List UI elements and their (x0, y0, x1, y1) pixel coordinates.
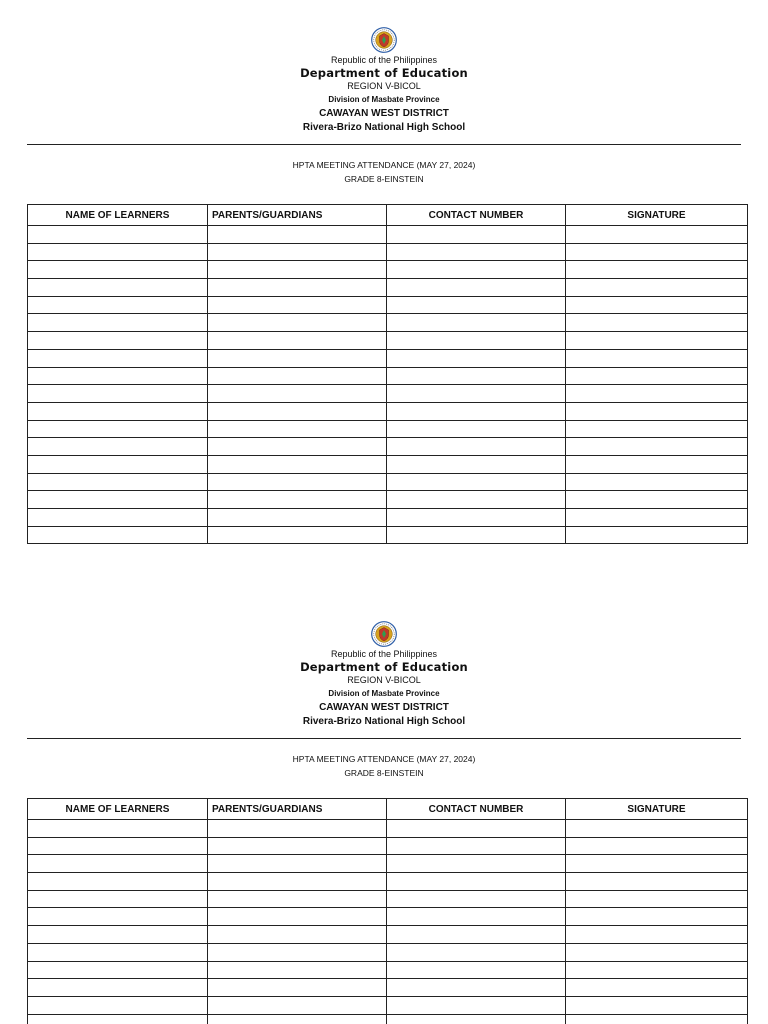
learner-name-cell[interactable] (28, 996, 208, 1014)
col-signature: SIGNATURE (566, 799, 748, 820)
signature-cell[interactable] (566, 367, 748, 385)
learner-name-cell[interactable] (28, 243, 208, 261)
col-name-of-learners: NAME OF LEARNERS (28, 205, 208, 226)
signature-cell[interactable] (566, 279, 748, 297)
guardian-cell[interactable] (208, 961, 387, 979)
table-row (28, 996, 748, 1014)
table-row (28, 890, 748, 908)
contact-cell[interactable] (387, 438, 566, 456)
learner-name-cell[interactable] (28, 367, 208, 385)
signature-cell[interactable] (566, 979, 748, 997)
table-row (28, 820, 748, 838)
signature-cell[interactable] (566, 438, 748, 456)
department-title: Department of Education (300, 660, 468, 674)
contact-cell[interactable] (387, 961, 566, 979)
table-row (28, 438, 748, 456)
learner-name-cell[interactable] (28, 349, 208, 367)
guardian-cell[interactable] (208, 943, 387, 961)
learner-name-cell[interactable] (28, 979, 208, 997)
division-line: Division of Masbate Province (328, 95, 440, 104)
form-title: HPTA MEETING ATTENDANCE (MAY 27, 2024) (292, 754, 476, 764)
guardian-cell[interactable] (208, 526, 387, 544)
republic-line: Republic of the Philippines (330, 55, 438, 65)
learner-name-cell[interactable] (28, 526, 208, 544)
learner-name-cell[interactable] (28, 385, 208, 403)
attendance-table (27, 798, 748, 1024)
contact-cell[interactable] (387, 314, 566, 332)
contact-cell[interactable] (387, 979, 566, 997)
contact-cell[interactable] (387, 855, 566, 873)
header-divider (27, 144, 741, 145)
learner-name-cell[interactable] (28, 314, 208, 332)
signature-cell[interactable] (566, 491, 748, 509)
contact-cell[interactable] (387, 455, 566, 473)
signature-cell[interactable] (566, 837, 748, 855)
table-row (28, 402, 748, 420)
table-row (28, 943, 748, 961)
signature-cell[interactable] (566, 261, 748, 279)
contact-cell[interactable] (387, 509, 566, 527)
division-line: Division of Masbate Province (328, 689, 440, 698)
guardian-cell[interactable] (208, 332, 387, 350)
form-title: HPTA MEETING ATTENDANCE (MAY 27, 2024) (292, 160, 476, 170)
guardian-cell[interactable] (208, 491, 387, 509)
col-contact-number: CONTACT NUMBER (387, 205, 566, 226)
guardian-cell[interactable] (208, 837, 387, 855)
contact-cell[interactable] (387, 349, 566, 367)
table-row (28, 455, 748, 473)
col-parents-guardians: PARENTS/GUARDIANS (208, 205, 387, 226)
contact-cell[interactable] (387, 402, 566, 420)
republic-line: Republic of the Philippines (330, 649, 438, 659)
signature-cell[interactable] (566, 402, 748, 420)
table-row (28, 332, 748, 350)
guardian-cell[interactable] (208, 820, 387, 838)
learner-name-cell[interactable] (28, 509, 208, 527)
contact-cell[interactable] (387, 491, 566, 509)
contact-cell[interactable] (387, 996, 566, 1014)
learner-name-cell[interactable] (28, 455, 208, 473)
col-contact-number: CONTACT NUMBER (387, 799, 566, 820)
contact-cell[interactable] (387, 279, 566, 297)
guardian-cell[interactable] (208, 908, 387, 926)
table-row (28, 908, 748, 926)
signature-cell[interactable] (566, 385, 748, 403)
guardian-cell[interactable] (208, 296, 387, 314)
contact-cell[interactable] (387, 332, 566, 350)
learner-name-cell[interactable] (28, 332, 208, 350)
signature-cell[interactable] (566, 243, 748, 261)
signature-cell[interactable] (566, 926, 748, 944)
table-row (28, 873, 748, 891)
table-row (28, 855, 748, 873)
table-row (28, 526, 748, 544)
signature-cell[interactable] (566, 855, 748, 873)
col-parents-guardians: PARENTS/GUARDIANS (208, 799, 387, 820)
table-row (28, 226, 748, 244)
signature-cell[interactable] (566, 332, 748, 350)
signature-cell[interactable] (566, 873, 748, 891)
signature-cell[interactable] (566, 473, 748, 491)
guardian-cell[interactable] (208, 455, 387, 473)
deped-seal-icon (371, 27, 397, 53)
contact-cell[interactable] (387, 385, 566, 403)
learner-name-cell[interactable] (28, 296, 208, 314)
contact-cell[interactable] (387, 243, 566, 261)
table-row (28, 979, 748, 997)
table-row (28, 420, 748, 438)
signature-cell[interactable] (566, 961, 748, 979)
header-divider (27, 738, 741, 739)
learner-name-cell[interactable] (28, 890, 208, 908)
learner-name-cell[interactable] (28, 943, 208, 961)
guardian-cell[interactable] (208, 420, 387, 438)
contact-cell[interactable] (387, 526, 566, 544)
guardian-cell[interactable] (208, 402, 387, 420)
table-row (28, 926, 748, 944)
contact-cell[interactable] (387, 820, 566, 838)
learner-name-cell[interactable] (28, 837, 208, 855)
learner-name-cell[interactable] (28, 420, 208, 438)
district-line: CAWAYAN WEST DISTRICT (319, 108, 449, 119)
table-row (28, 261, 748, 279)
contact-cell[interactable] (387, 261, 566, 279)
contact-cell[interactable] (387, 1014, 566, 1024)
learner-name-cell[interactable] (28, 438, 208, 456)
contact-cell[interactable] (387, 837, 566, 855)
guardian-cell[interactable] (208, 438, 387, 456)
guardian-cell[interactable] (208, 979, 387, 997)
region-line: REGION V-BICOL (347, 81, 421, 91)
col-signature: SIGNATURE (566, 205, 748, 226)
contact-cell[interactable] (387, 296, 566, 314)
form-section: GRADE 8-EINSTEIN (344, 174, 424, 184)
contact-cell[interactable] (387, 473, 566, 491)
learner-name-cell[interactable] (28, 491, 208, 509)
guardian-cell[interactable] (208, 279, 387, 297)
signature-cell[interactable] (566, 996, 748, 1014)
contact-cell[interactable] (387, 943, 566, 961)
contact-cell[interactable] (387, 873, 566, 891)
table-header-row (28, 205, 748, 226)
district-line: CAWAYAN WEST DISTRICT (319, 702, 449, 713)
signature-cell[interactable] (566, 455, 748, 473)
table-row (28, 1014, 748, 1024)
contact-cell[interactable] (387, 420, 566, 438)
guardian-cell[interactable] (208, 226, 387, 244)
table-row (28, 961, 748, 979)
guardian-cell[interactable] (208, 473, 387, 491)
guardian-cell[interactable] (208, 509, 387, 527)
learner-name-cell[interactable] (28, 261, 208, 279)
guardian-cell[interactable] (208, 385, 387, 403)
table-row (28, 509, 748, 527)
learner-name-cell[interactable] (28, 1014, 208, 1024)
learner-name-cell[interactable] (28, 908, 208, 926)
school-name: Rivera-Brizo National High School (302, 122, 466, 133)
learner-name-cell[interactable] (28, 873, 208, 891)
col-name-of-learners: NAME OF LEARNERS (28, 799, 208, 820)
guardian-cell[interactable] (208, 996, 387, 1014)
learner-name-cell[interactable] (28, 226, 208, 244)
guardian-cell[interactable] (208, 855, 387, 873)
guardian-cell[interactable] (208, 261, 387, 279)
signature-cell[interactable] (566, 526, 748, 544)
learner-name-cell[interactable] (28, 961, 208, 979)
signature-cell[interactable] (566, 943, 748, 961)
signature-cell[interactable] (566, 349, 748, 367)
contact-cell[interactable] (387, 926, 566, 944)
learner-name-cell[interactable] (28, 402, 208, 420)
contact-cell[interactable] (387, 890, 566, 908)
table-row (28, 385, 748, 403)
table-row (28, 837, 748, 855)
table-row (28, 349, 748, 367)
learner-name-cell[interactable] (28, 820, 208, 838)
signature-cell[interactable] (566, 420, 748, 438)
signature-cell[interactable] (566, 820, 748, 838)
department-title: Department of Education (300, 66, 468, 80)
guardian-cell[interactable] (208, 367, 387, 385)
guardian-cell[interactable] (208, 314, 387, 332)
signature-cell[interactable] (566, 1014, 748, 1024)
table-row (28, 367, 748, 385)
deped-seal-icon (371, 621, 397, 647)
signature-cell[interactable] (566, 890, 748, 908)
table-row (28, 296, 748, 314)
table-header-row (28, 799, 748, 820)
table-row (28, 491, 748, 509)
guardian-cell[interactable] (208, 926, 387, 944)
guardian-cell[interactable] (208, 243, 387, 261)
contact-cell[interactable] (387, 226, 566, 244)
table-row (28, 314, 748, 332)
guardian-cell[interactable] (208, 890, 387, 908)
school-name: Rivera-Brizo National High School (302, 716, 466, 727)
signature-cell[interactable] (566, 296, 748, 314)
signature-cell[interactable] (566, 908, 748, 926)
guardian-cell[interactable] (208, 1014, 387, 1024)
learner-name-cell[interactable] (28, 279, 208, 297)
attendance-table (27, 204, 748, 544)
signature-cell[interactable] (566, 509, 748, 527)
region-line: REGION V-BICOL (347, 675, 421, 685)
guardian-cell[interactable] (208, 873, 387, 891)
contact-cell[interactable] (387, 367, 566, 385)
learner-name-cell[interactable] (28, 926, 208, 944)
learner-name-cell[interactable] (28, 855, 208, 873)
table-row (28, 473, 748, 491)
learner-name-cell[interactable] (28, 473, 208, 491)
contact-cell[interactable] (387, 908, 566, 926)
signature-cell[interactable] (566, 314, 748, 332)
table-row (28, 279, 748, 297)
form-section: GRADE 8-EINSTEIN (344, 768, 424, 778)
guardian-cell[interactable] (208, 349, 387, 367)
signature-cell[interactable] (566, 226, 748, 244)
table-row (28, 243, 748, 261)
